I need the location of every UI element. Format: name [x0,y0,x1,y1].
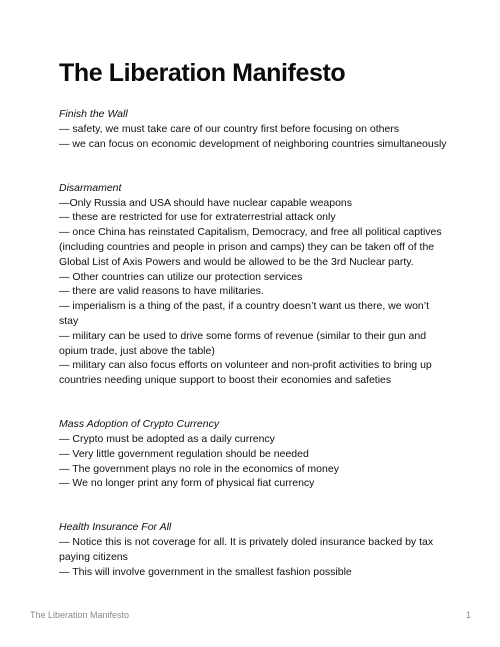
footer-title: The Liberation Manifesto [30,610,130,620]
list-item: — once China has reinstated Capitalism, Democracy, and free all political captives (including countries and people in prison and camps) they can be taken off of the Global List of Axis Powers and would be allowed to be the 3rd Nuclear party. [59,226,442,268]
list-item: — This will involve government in the smallest fashion possible [59,565,352,578]
document-title: The Liberation Manifesto [59,59,346,87]
list-item: — The government plays no role in the economics of money [59,462,339,475]
list-item: — safety, we must take care of our country first before focusing on others [59,123,400,135]
list-item: — military can be used to drive some forms of revenue (similar to their gun and opium trade, just above the table) [59,329,427,357]
list-item: — military can also focus efforts on volunteer and non-profit activities to bring up countries needing unique support to boost their economies and safeties [59,359,432,387]
section-finish-the-wall [59,107,449,152]
section-heading: Mass Adoption of Crypto Currency [59,417,220,430]
section-heading: Health Insurance For All [59,521,172,534]
document-page [59,56,449,609]
section-crypto-currency [59,417,449,491]
list-item: — imperialism is a thing of the past, if a country doesn’t want us there, we won’t stay [59,300,430,327]
list-item: — We no longer print any form of physical fiat currency [59,477,315,490]
list-item: —Only Russia and USA should have nuclear capable weapons [59,196,353,209]
section-heading: Finish the Wall [59,108,128,120]
list-item: — Very little government regulation should be needed [59,447,309,460]
list-item: — Other countries can utilize our protection services [59,270,303,283]
section-heading: Disarmament [59,181,122,194]
section-disarmament [59,181,449,388]
list-item: — Crypto must be adopted as a daily currency [59,432,275,445]
page-number: 1 [465,610,471,620]
list-item: — there are valid reasons to have militaries. [59,285,264,298]
list-item: — we can focus on economic development of neighboring countries simultaneously [59,137,447,150]
list-item: — these are restricted for use for extraterrestrial attack only [59,211,336,224]
list-item: — Notice this is not coverage for all. It is privately doled insurance backed by tax paying citizens [59,536,434,563]
section-health-insurance [59,520,449,579]
